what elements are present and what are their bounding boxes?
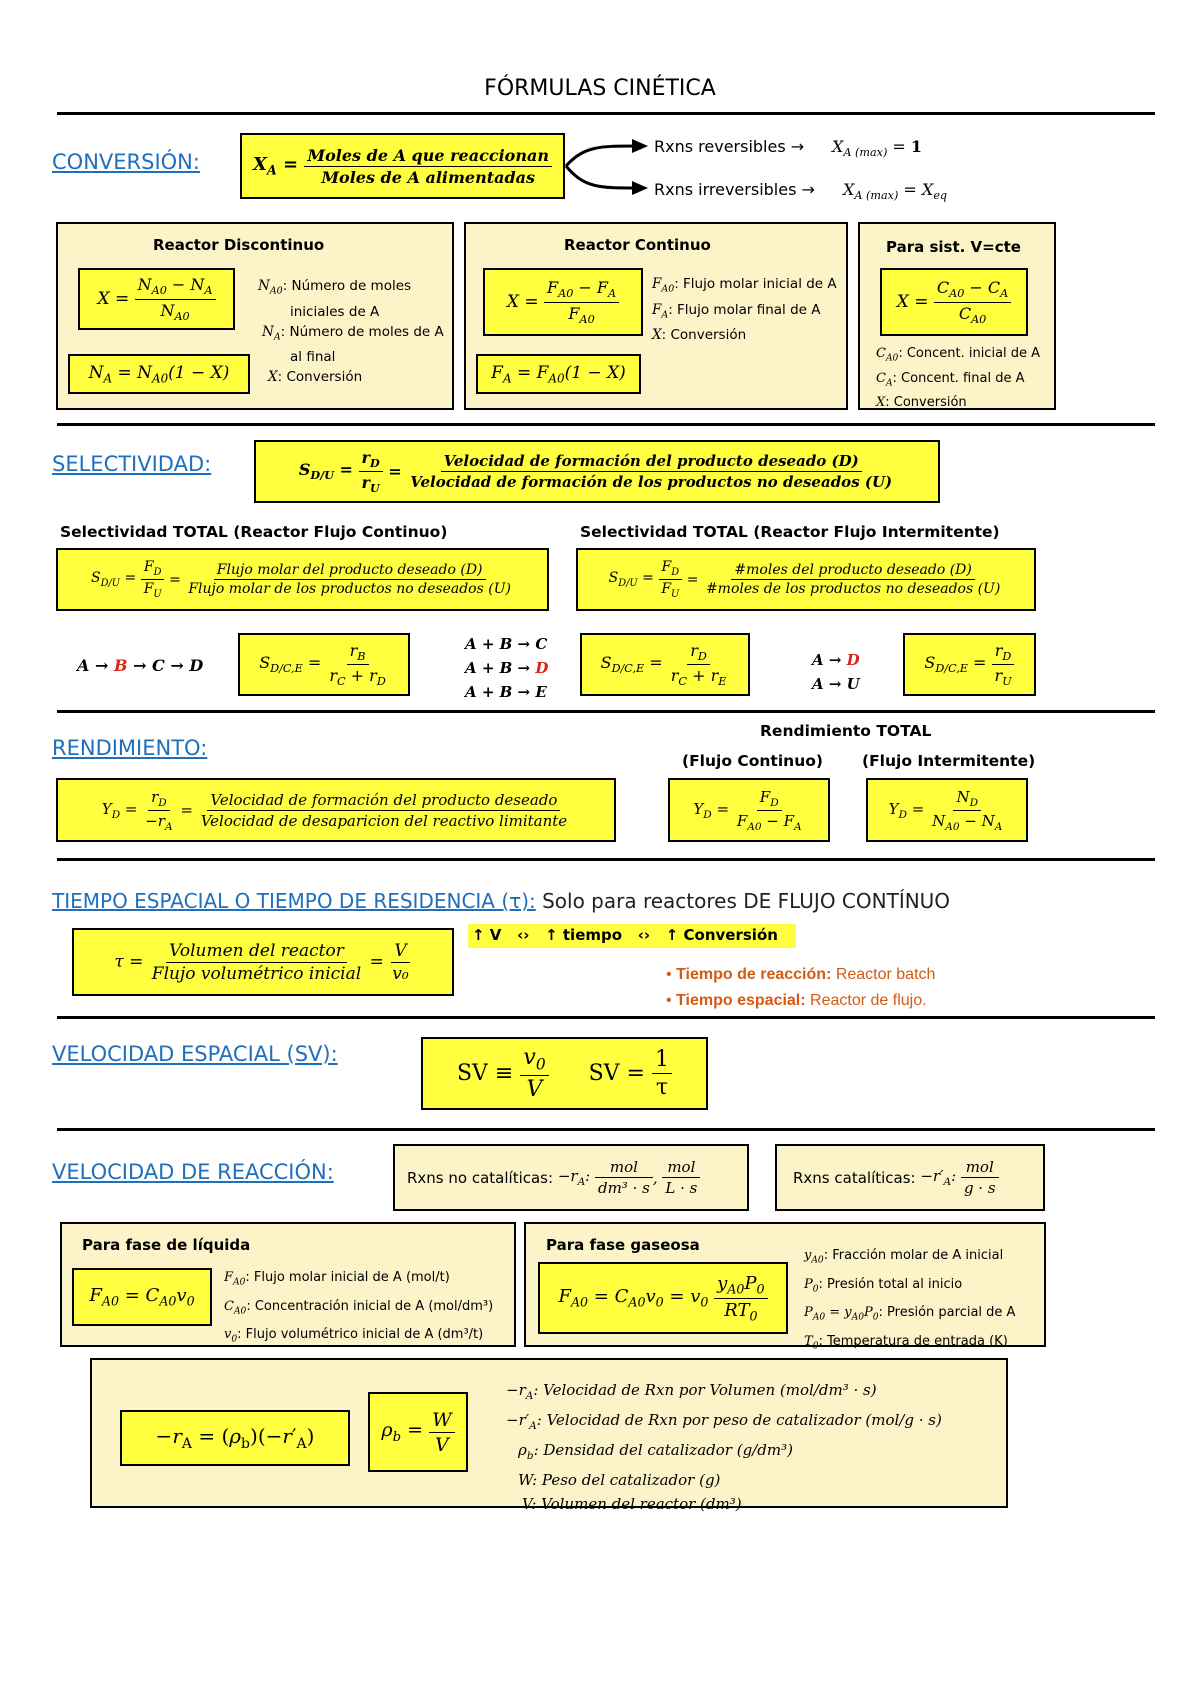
selectividad-formula: $S_{D/U}$ = $\frac{r_D}{r_U}$ = $\frac{\text{Velocidad de formación del producto deseado (D)}}{\text{Velocidad de formación de los productos no deseados (U)}}$ [254,440,940,503]
tiempo-heading-row [52,889,950,913]
divider [57,112,1155,115]
batch-reactor-panel [56,222,454,410]
divider [57,858,1155,861]
gas-eq: $F_{A0} = C_{A0}v_0 = v_0$ $\frac{y_{A0}P_0}{RT_0}$ [538,1262,788,1334]
rendimiento-formula: $Y_D$ = $\frac{r_D}{-r_A}$ = $\frac{\text{Velocidad de formación del producto deseado}}{\text{Velocidad de desaparicion del reactivo limitante}}$ [56,778,616,842]
divider [57,1016,1155,1019]
section-heading-conversion: CONVERSIÓN: [52,150,200,174]
total-continuous-title: Selectividad TOTAL (Reactor Flujo Continuo) [60,523,448,541]
rate-relation-eq: $-r_A = (\rho_b)(-r'_A)$ [120,1410,350,1466]
total-intermittent-formula: $S_{D/U}$ = $\frac{F_D}{F_U}$ = $\frac{\text{\#moles del producto deseado (D)}}{\text{\#moles de los productos no deseados (U)}}$ [576,548,1036,611]
tiempo-relation: ↑ V ‹› ↑ tiempo ‹› ↑ Conversión [468,924,796,948]
sv-formula: SV ≡ $\frac{v_0}{V}$ SV = $\frac{1}{\tau}$ [421,1037,708,1110]
example3-formula: $S_{D/C,E}$ = $\frac{r_D}{r_U}$ [903,633,1036,696]
batch-title: Reactor Discontinuo [153,236,325,254]
batch-eq1: X = $\frac{N_{A0} - N_A}{N_{A0}}$ [78,268,235,330]
density-eq: $\rho_b$ = $\frac{W}{V}$ [368,1392,468,1472]
rendimiento-continuous-formula: $Y_D$ = $\frac{F_D}{F_{A0} - F_A}$ [668,778,830,842]
section-heading-rendimiento: RENDIMIENTO: [52,736,208,760]
liquid-legend: $F_{A0}$: Flujo molar inicial de A (mol/t) $C_{A0}$: Concentración inicial de A (mol/dm³) $v_0$: Flujo volumétrico inicial de A (dm³/t) [224,1270,494,1345]
constant-volume-panel [858,222,1056,410]
tiempo-formula: τ = $\frac{\text{Volumen del reactor}}{\text{Flujo volumétrico inicial}}$ = $\frac{V}{\text{v₀}}$ [72,928,454,996]
irreversible-label: Rxns irreversibles → [654,180,815,199]
divider [57,710,1155,713]
constant-volume-legend: $C_{A0}$: Concent. inicial de A $C_A$: Concent. final de A X: Conversión [876,346,1041,411]
total-intermittent-title: Selectividad TOTAL (Reactor Flujo Intermitente) [580,523,1000,541]
reversible-label: Rxns reversibles → [654,137,805,156]
liquid-phase-panel [60,1222,516,1347]
branch-arrows [562,132,652,202]
continuous-eq2: $F_A = F_{A0}(1 - X)$ [476,354,641,394]
batch-legend: $N_{A0}$: Número de moles iniciales de A $N_A$: Número de moles de A al final X: Conversión [258,278,444,386]
continuous-legend: $F_{A0}$: Flujo molar inicial de A $F_A$: Flujo molar final de A X: Conversión [652,276,837,344]
section-heading-velocidad-reaccion: VELOCIDAD DE REACCIÓN: [52,1160,334,1184]
divider [57,423,1155,426]
reversible-eq: $X_{A (max)} = 1$ [832,137,923,160]
constant-volume-title: Para sist. V=cte [886,238,1021,256]
catalytic-panel: Rxns catalíticas: $-r'_A$: $\frac{\text{mol}}{g \cdot s}$ [775,1144,1045,1211]
rendimiento-intermittent-formula: $Y_D$ = $\frac{N_D}{N_{A0} - N_A}$ [866,778,1028,842]
irreversible-eq: $X_{A (max)} = X_{eq}$ [843,180,948,203]
section-heading-tiempo: TIEMPO ESPACIAL O TIEMPO DE RESIDENCIA (τ): [52,889,536,913]
constant-volume-eq: X = $\frac{C_{A0} - C_A}{C_{A0}}$ [880,268,1028,336]
catalyst-panel [90,1358,1008,1513]
rendimiento-continuous-label: (Flujo Continuo) [682,752,823,770]
continuous-eq1: X = $\frac{F_{A0} - F_A}{F_{A0}}$ [483,268,643,336]
total-continuous-formula: $S_{D/U}$ = $\frac{F_D}{F_U}$ = $\frac{\text{Flujo molar del producto deseado (D)}}{\text{Flujo molar de los productos no deseados (U)}}$ [56,548,549,611]
continuous-reactor-panel [464,222,848,410]
non-catalytic-panel: Rxns no catalíticas: $-r_A$: $\frac{\text{mol}}{\text{dm³ · s}}$ , $\frac{\text{mol}}{L \cdot s}$ [393,1144,749,1211]
section-heading-selectividad: SELECTIVIDAD: [52,452,212,476]
example2-scheme: A + B → C A + B → D A + B → E [465,635,549,701]
gas-title: Para fase gaseosa [546,1236,700,1254]
conversion-formula: $X_A$ = $\frac{\text{Moles de A que reaccionan}}{\text{Moles de A alimentadas}}$ [240,133,565,199]
rendimiento-intermittent-label: (Flujo Intermitente) [862,752,1036,770]
page-title: FÓRMULAS CINÉTICA [484,76,716,101]
gas-phase-panel [524,1222,1046,1352]
continuous-title: Reactor Continuo [564,236,711,254]
example3-scheme: A → D A → U [812,651,860,693]
tiempo-bullets: • Tiempo de reacción: Reactor batch • Tiempo espacial: Reactor de flujo. [666,966,936,1009]
liquid-eq: $F_{A0} = C_{A0}v_0$ [72,1268,212,1326]
tiempo-note: Solo para reactores DE FLUJO CONTÍNUO [542,889,951,913]
section-heading-sv: VELOCIDAD ESPACIAL (SV): [52,1042,338,1066]
example1-formula: $S_{D/C,E}$ = $\frac{r_B}{r_C + r_D}$ [238,633,410,696]
gas-legend: $y_{A0}$: Fracción molar de A inicial $P_0$: Presión total al inicio $P_{A0} = y_{A0}P_0$: Presión parcial de A $T_0$: Temperatura de entrada (K) [804,1248,1016,1352]
example1-scheme: A → B → C → D [77,656,204,675]
catalyst-legend: $-r_A$: Velocidad de Rxn por Volumen (mol/dm³ · s) $-r'_A$: Velocidad de Rxn por peso de catalizador (mol/g · s) $\rho_b$: Densidad del catalizador (g/dm³) W: Peso del catalizador (g) V: Volumen del reactor (dm³) [506,1381,942,1513]
divider [57,1128,1155,1131]
example2-formula: $S_{D/C,E}$ = $\frac{r_D}{r_C + r_E}$ [580,633,750,696]
rendimiento-total-title: Rendimiento TOTAL [760,722,932,740]
liquid-title: Para fase de líquida [82,1236,251,1254]
batch-eq2: $N_A = N_{A0}(1 - X)$ [68,354,250,394]
